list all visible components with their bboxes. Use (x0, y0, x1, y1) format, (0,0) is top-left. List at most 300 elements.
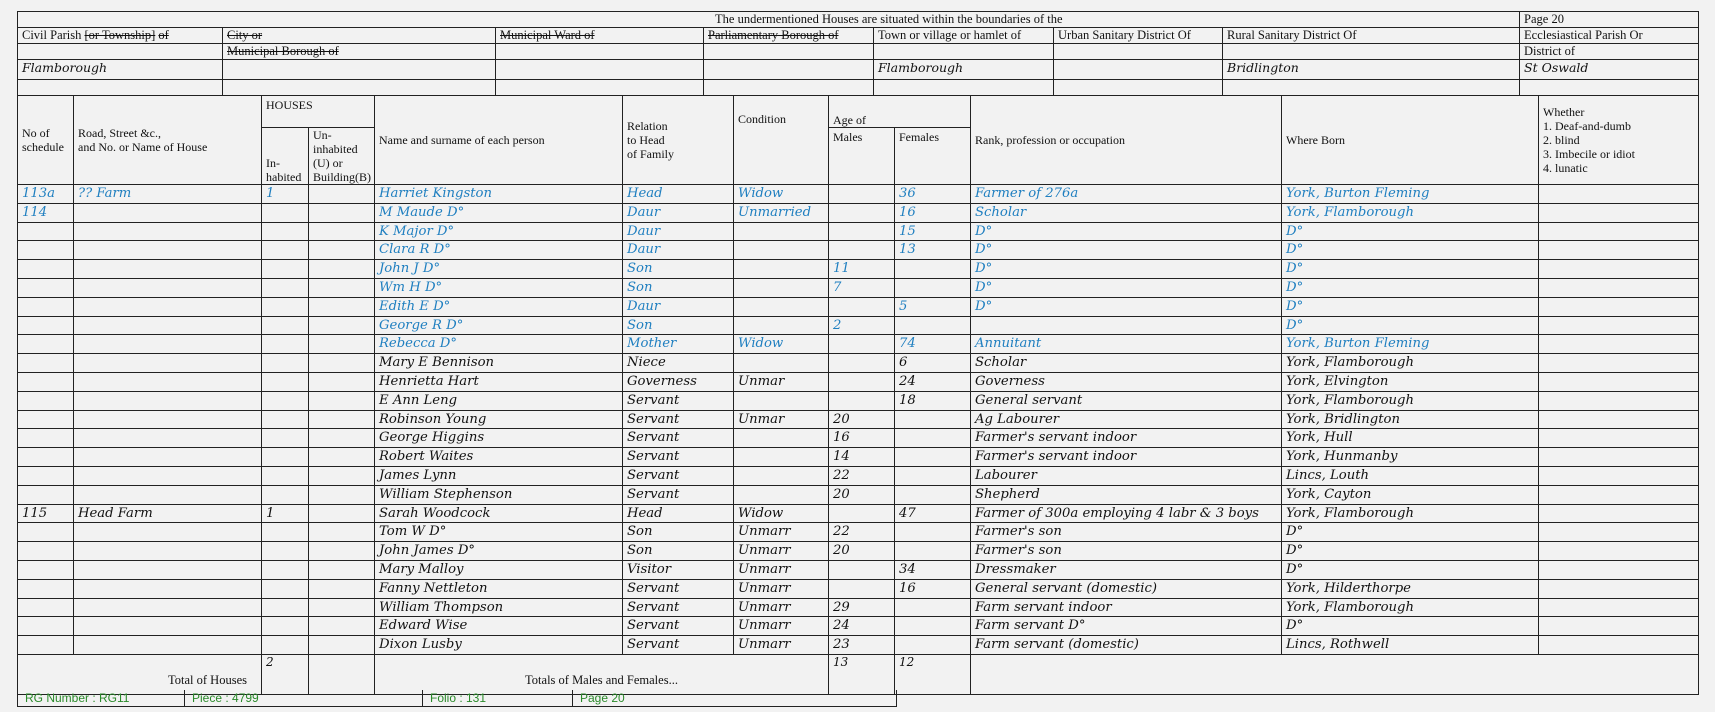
males-cell: 20 (829, 410, 895, 429)
schedule-cell (18, 391, 74, 410)
inhabited-cell (262, 560, 309, 579)
whether-cell (1539, 335, 1699, 354)
uninhabited-cell (309, 297, 375, 316)
occupation-cell: General servant (971, 391, 1282, 410)
uninhabited-cell (309, 598, 375, 617)
females-cell: 13 (895, 241, 971, 260)
name-cell: Henrietta Hart (375, 372, 623, 391)
ecclesiastical-value: St Oswald (1520, 60, 1699, 80)
males-cell (829, 504, 895, 523)
total-mf-label: Totals of Males and Females... (375, 654, 829, 694)
condition-cell (734, 278, 829, 297)
condition-cell (734, 466, 829, 485)
occupation-cell: Ag Labourer (971, 410, 1282, 429)
schedule-cell (18, 372, 74, 391)
uninhabited-cell (309, 448, 375, 467)
name-cell: Sarah Woodcock (375, 504, 623, 523)
road-cell (74, 222, 262, 241)
females-cell (895, 617, 971, 636)
females-cell (895, 598, 971, 617)
condition-cell: Widow (734, 185, 829, 204)
where-born-cell: D° (1282, 523, 1539, 542)
name-cell: Mary Malloy (375, 560, 623, 579)
schedule-cell (18, 542, 74, 561)
road-cell (74, 466, 262, 485)
uninhabited-cell (309, 391, 375, 410)
road-cell (74, 372, 262, 391)
inhabited-cell (262, 617, 309, 636)
inhabited-cell (262, 297, 309, 316)
relation-cell: Daur (623, 203, 734, 222)
table-row (18, 485, 1699, 504)
table-row (18, 372, 1699, 391)
occupation-cell: Scholar (971, 203, 1282, 222)
table-row (18, 598, 1699, 617)
occupation-cell (971, 316, 1282, 335)
occupation-cell: Farmer's servant indoor (971, 448, 1282, 467)
schedule-cell (18, 278, 74, 297)
uninhabited-cell (309, 560, 375, 579)
occupation-cell: Farmer's son (971, 542, 1282, 561)
municipal-borough-label: Municipal Borough of (223, 44, 496, 60)
inhabited-cell (262, 372, 309, 391)
reference-footer (17, 690, 897, 707)
road-cell (74, 391, 262, 410)
col-schedule: No of schedule (18, 96, 74, 185)
males-cell: 20 (829, 542, 895, 561)
relation-cell: Daur (623, 297, 734, 316)
whether-cell (1539, 372, 1699, 391)
relation-cell: Servant (623, 617, 734, 636)
whether-cell (1539, 260, 1699, 279)
inhabited-cell (262, 448, 309, 467)
name-cell: Robinson Young (375, 410, 623, 429)
schedule-cell (18, 598, 74, 617)
whether-cell (1539, 523, 1699, 542)
inhabited-cell (262, 542, 309, 561)
road-cell (74, 523, 262, 542)
whether-cell (1539, 203, 1699, 222)
uninhabited-cell (309, 542, 375, 561)
uninhabited-cell (309, 222, 375, 241)
males-cell (829, 241, 895, 260)
condition-cell: Unmarried (734, 203, 829, 222)
where-born-cell: York, Burton Fleming (1282, 185, 1539, 204)
where-born-cell: York, Hilderthorpe (1282, 579, 1539, 598)
inhabited-cell (262, 316, 309, 335)
table-row (18, 203, 1699, 222)
where-born-cell: D° (1282, 316, 1539, 335)
occupation-cell: Farmer's son (971, 523, 1282, 542)
occupation-cell: Farmer of 300a employing 4 labr & 3 boys (971, 504, 1282, 523)
name-cell: John J D° (375, 260, 623, 279)
occupation-cell: D° (971, 278, 1282, 297)
inhabited-cell (262, 335, 309, 354)
schedule-cell (18, 579, 74, 598)
relation-cell: Daur (623, 222, 734, 241)
relation-cell: Son (623, 316, 734, 335)
inhabited-cell (262, 410, 309, 429)
ecclesiastical-label: Ecclesiastical Parish Or (1520, 28, 1699, 44)
males-cell: 7 (829, 278, 895, 297)
males-cell: 29 (829, 598, 895, 617)
where-born-cell: Lincs, Rothwell (1282, 636, 1539, 655)
condition-cell (734, 316, 829, 335)
uninhabited-cell (309, 260, 375, 279)
condition-cell: Unmarr (734, 579, 829, 598)
table-row (18, 278, 1699, 297)
whether-cell (1539, 636, 1699, 655)
rural-sanitary-label: Rural Sanitary District Of (1223, 28, 1520, 44)
name-cell: George R D° (375, 316, 623, 335)
name-cell: Rebecca D° (375, 335, 623, 354)
total-males-value: 13 (829, 654, 895, 694)
whether-cell (1539, 598, 1699, 617)
females-cell (895, 523, 971, 542)
males-cell (829, 185, 895, 204)
road-cell (74, 448, 262, 467)
col-whether: Whether 1. Deaf-and-dumb 2. blind 3. Imbecile or idiot 4. lunatic (1539, 96, 1699, 185)
inhabited-cell: 1 (262, 504, 309, 523)
whether-cell (1539, 241, 1699, 260)
schedule-cell (18, 448, 74, 467)
col-relation: Relation to Head of Family (623, 96, 734, 185)
inhabited-cell (262, 598, 309, 617)
males-cell (829, 335, 895, 354)
condition-cell (734, 260, 829, 279)
females-cell (895, 448, 971, 467)
uninhabited-cell (309, 316, 375, 335)
where-born-cell: York, Flamborough (1282, 203, 1539, 222)
males-cell (829, 297, 895, 316)
females-cell: 16 (895, 579, 971, 598)
name-cell: Fanny Nettleton (375, 579, 623, 598)
road-cell (74, 410, 262, 429)
name-cell: Edith E D° (375, 297, 623, 316)
name-cell: George Higgins (375, 429, 623, 448)
females-cell (895, 636, 971, 655)
road-cell (74, 354, 262, 373)
whether-cell (1539, 297, 1699, 316)
whether-cell (1539, 222, 1699, 241)
inhabited-cell (262, 241, 309, 260)
condition-cell (734, 485, 829, 504)
name-cell: Dixon Lusby (375, 636, 623, 655)
col-condition: Condition (734, 96, 829, 185)
uninhabited-cell (309, 429, 375, 448)
inhabited-cell (262, 278, 309, 297)
relation-cell: Son (623, 260, 734, 279)
occupation-cell: D° (971, 297, 1282, 316)
uninhabited-cell (309, 504, 375, 523)
whether-cell (1539, 504, 1699, 523)
col-females: Females (895, 128, 971, 185)
schedule-cell (18, 410, 74, 429)
schedule-cell (18, 222, 74, 241)
uninhabited-cell (309, 241, 375, 260)
occupation-cell: D° (971, 222, 1282, 241)
occupation-cell: Dressmaker (971, 560, 1282, 579)
name-cell: Wm H D° (375, 278, 623, 297)
table-row (18, 410, 1699, 429)
road-cell (74, 335, 262, 354)
occupation-cell: Labourer (971, 466, 1282, 485)
inhabited-cell: 1 (262, 185, 309, 204)
condition-cell: Unmar (734, 410, 829, 429)
road-cell (74, 579, 262, 598)
females-cell (895, 410, 971, 429)
table-row (18, 504, 1699, 523)
occupation-cell: Farm servant (domestic) (971, 636, 1282, 655)
table-row (18, 636, 1699, 655)
road-cell (74, 617, 262, 636)
males-cell (829, 222, 895, 241)
table-row (18, 448, 1699, 467)
schedule-cell (18, 485, 74, 504)
occupation-cell: Scholar (971, 354, 1282, 373)
condition-cell (734, 354, 829, 373)
females-cell: 24 (895, 372, 971, 391)
condition-cell (734, 429, 829, 448)
inhabited-cell (262, 636, 309, 655)
where-born-cell: D° (1282, 617, 1539, 636)
condition-cell: Unmar (734, 372, 829, 391)
schedule-cell (18, 523, 74, 542)
where-born-cell: D° (1282, 278, 1539, 297)
relation-cell: Head (623, 504, 734, 523)
table-row (18, 617, 1699, 636)
females-cell (895, 260, 971, 279)
schedule-cell: 115 (18, 504, 74, 523)
relation-cell: Servant (623, 391, 734, 410)
occupation-cell: Farmer of 276a (971, 185, 1282, 204)
occupation-cell: Governess (971, 372, 1282, 391)
inhabited-cell (262, 260, 309, 279)
district-of-label: District of (1520, 44, 1699, 60)
where-born-cell: York, Hunmanby (1282, 448, 1539, 467)
whether-cell (1539, 485, 1699, 504)
condition-cell (734, 222, 829, 241)
schedule-cell (18, 429, 74, 448)
females-cell: 74 (895, 335, 971, 354)
schedule-cell (18, 560, 74, 579)
city-label: City or (223, 28, 496, 44)
relation-cell: Son (623, 542, 734, 561)
col-name: Name and surname of each person (375, 96, 623, 185)
schedule-cell (18, 335, 74, 354)
uninhabited-cell (309, 410, 375, 429)
schedule-cell (18, 297, 74, 316)
col-road: Road, Street &c., and No. or Name of House (74, 96, 262, 185)
piece-number: Piece : 4799 (192, 691, 259, 705)
census-rows (18, 185, 1699, 655)
females-cell (895, 316, 971, 335)
condition-cell (734, 241, 829, 260)
where-born-cell: Lincs, Louth (1282, 466, 1539, 485)
whether-cell (1539, 448, 1699, 467)
whether-cell (1539, 429, 1699, 448)
census-table (17, 95, 1699, 695)
name-cell: Robert Waites (375, 448, 623, 467)
uninhabited-cell (309, 617, 375, 636)
inhabited-cell (262, 579, 309, 598)
relation-cell: Servant (623, 429, 734, 448)
condition-cell: Unmarr (734, 636, 829, 655)
condition-cell: Unmarr (734, 542, 829, 561)
occupation-cell: Farmer's servant indoor (971, 429, 1282, 448)
occupation-cell: Farm servant D° (971, 617, 1282, 636)
table-row (18, 354, 1699, 373)
females-cell: 16 (895, 203, 971, 222)
total-houses-value: 2 (262, 654, 309, 694)
folio-number: Folio : 131 (430, 691, 487, 705)
uninhabited-cell (309, 579, 375, 598)
inhabited-cell (262, 354, 309, 373)
table-row (18, 222, 1699, 241)
where-born-cell: D° (1282, 260, 1539, 279)
whether-cell (1539, 185, 1699, 204)
males-cell: 11 (829, 260, 895, 279)
road-cell (74, 429, 262, 448)
page-label: Page 20 (1520, 12, 1699, 28)
males-cell: 20 (829, 485, 895, 504)
whether-cell (1539, 542, 1699, 561)
males-cell: 22 (829, 466, 895, 485)
name-cell: John James D° (375, 542, 623, 561)
occupation-cell: Shepherd (971, 485, 1282, 504)
inhabited-cell (262, 391, 309, 410)
total-females-value: 12 (895, 654, 971, 694)
where-born-cell: York, Elvington (1282, 372, 1539, 391)
whether-cell (1539, 466, 1699, 485)
schedule-cell (18, 316, 74, 335)
males-cell: 14 (829, 448, 895, 467)
relation-cell: Son (623, 278, 734, 297)
relation-cell: Servant (623, 579, 734, 598)
uninhabited-cell (309, 335, 375, 354)
males-cell (829, 372, 895, 391)
name-cell: E Ann Leng (375, 391, 623, 410)
condition-cell: Widow (734, 504, 829, 523)
road-cell (74, 260, 262, 279)
schedule-cell (18, 466, 74, 485)
where-born-cell: York, Hull (1282, 429, 1539, 448)
males-cell: 16 (829, 429, 895, 448)
col-age-of: Age of (829, 96, 971, 128)
whether-cell (1539, 617, 1699, 636)
table-row (18, 466, 1699, 485)
town-village-value: Flamborough (874, 60, 1054, 80)
col-houses: HOUSES (262, 96, 375, 128)
whether-cell (1539, 579, 1699, 598)
relation-cell: Daur (623, 241, 734, 260)
road-cell (74, 542, 262, 561)
name-cell: William Stephenson (375, 485, 623, 504)
females-cell (895, 542, 971, 561)
road-cell (74, 203, 262, 222)
road-cell (74, 560, 262, 579)
condition-cell (734, 448, 829, 467)
inhabited-cell (262, 523, 309, 542)
name-cell: Harriet Kingston (375, 185, 623, 204)
census-sheet (17, 11, 1698, 695)
females-cell (895, 429, 971, 448)
situated-text: The undermentioned Houses are situated within the boundaries of the (18, 12, 1223, 28)
whether-cell (1539, 391, 1699, 410)
road-cell: Head Farm (74, 504, 262, 523)
uninhabited-cell (309, 372, 375, 391)
table-row (18, 391, 1699, 410)
col-males: Males (829, 128, 895, 185)
table-row (18, 542, 1699, 561)
relation-cell: Servant (623, 598, 734, 617)
where-born-cell: D° (1282, 297, 1539, 316)
road-cell: ?? Farm (74, 185, 262, 204)
schedule-cell (18, 636, 74, 655)
relation-cell: Mother (623, 335, 734, 354)
where-born-cell: York, Flamborough (1282, 598, 1539, 617)
table-row (18, 297, 1699, 316)
parliamentary-borough-label: Parliamentary Borough of (704, 28, 874, 44)
rural-sanitary-value: Bridlington (1223, 60, 1520, 80)
rg-number: RG Number : RG11 (25, 691, 130, 705)
inhabited-cell (262, 203, 309, 222)
uninhabited-cell (309, 485, 375, 504)
condition-cell (734, 391, 829, 410)
schedule-cell (18, 617, 74, 636)
page-number: Page 20 (580, 691, 625, 705)
name-cell: William Thompson (375, 598, 623, 617)
col-inhabited: In- habited (262, 128, 309, 185)
relation-cell: Governess (623, 372, 734, 391)
where-born-cell: D° (1282, 560, 1539, 579)
header-table (17, 11, 1699, 96)
civil-parish-value: Flamborough (18, 60, 223, 80)
males-cell: 24 (829, 617, 895, 636)
condition-cell: Widow (734, 335, 829, 354)
road-cell (74, 636, 262, 655)
whether-cell (1539, 278, 1699, 297)
name-cell: Edward Wise (375, 617, 623, 636)
males-cell: 23 (829, 636, 895, 655)
table-row (18, 185, 1699, 204)
condition-cell: Unmarr (734, 560, 829, 579)
males-cell: 22 (829, 523, 895, 542)
occupation-cell: Annuitant (971, 335, 1282, 354)
relation-cell: Servant (623, 448, 734, 467)
condition-cell: Unmarr (734, 598, 829, 617)
schedule-cell: 114 (18, 203, 74, 222)
table-row (18, 560, 1699, 579)
where-born-cell: D° (1282, 241, 1539, 260)
relation-cell: Niece (623, 354, 734, 373)
road-cell (74, 598, 262, 617)
schedule-cell: 113a (18, 185, 74, 204)
females-cell: 34 (895, 560, 971, 579)
table-row (18, 316, 1699, 335)
uninhabited-cell (309, 523, 375, 542)
col-uninhabited: Un- inhabited (U) or Building(B) (309, 128, 375, 185)
where-born-cell: D° (1282, 542, 1539, 561)
males-cell (829, 354, 895, 373)
name-cell: James Lynn (375, 466, 623, 485)
where-born-cell: York, Flamborough (1282, 391, 1539, 410)
name-cell: K Major D° (375, 222, 623, 241)
whether-cell (1539, 316, 1699, 335)
town-village-label: Town or village or hamlet of (874, 28, 1054, 44)
road-cell (74, 316, 262, 335)
whether-cell (1539, 354, 1699, 373)
